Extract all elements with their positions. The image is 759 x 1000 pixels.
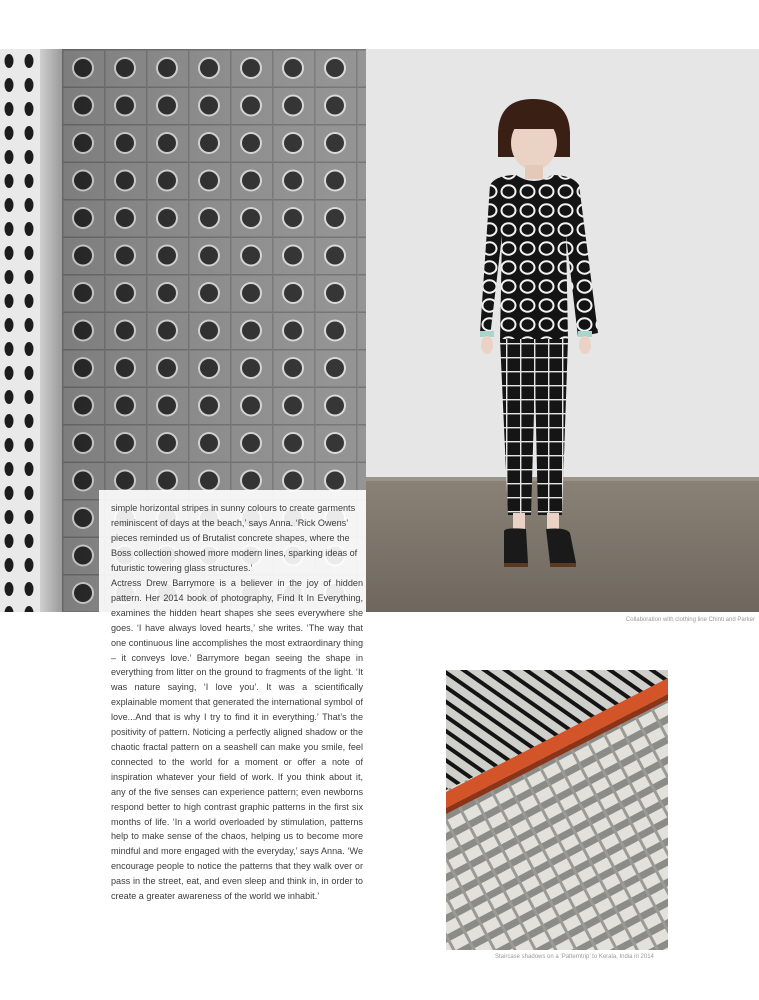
text-line: the five senses can experience pattern; even newborns bbox=[138, 786, 363, 797]
text-line: symbol of love...And that is why I try to find it in bbox=[111, 697, 364, 723]
staircase-photo bbox=[446, 670, 668, 950]
text-line: respond better to high contrast graphic patterns in bbox=[111, 801, 316, 812]
text-line: of futuristic towering glass structures.’ bbox=[111, 547, 358, 573]
text-line: from litter on the ground to fragments of the light. ‘It bbox=[155, 667, 364, 678]
text-line: hearts,’ she writes. ‘The way that one continuous line bbox=[111, 622, 364, 648]
text-line: on a seashell can make you smile, feel connected to bbox=[111, 741, 364, 767]
text-line: accomplishes the most extraordinary thing – it conveys bbox=[111, 637, 363, 663]
building-corner bbox=[40, 49, 62, 612]
text-line: whatever your field of work. If you think about it, any of bbox=[111, 771, 363, 797]
text-line: love.’ Barrymore began seeing the shape in everything bbox=[111, 652, 364, 678]
fashion-photo-caption: Collaboration with clothing line Chinti and Parker bbox=[625, 617, 755, 623]
text-line: the world for a moment or offer a note of inspiration bbox=[111, 756, 364, 782]
building-side-windows bbox=[0, 49, 40, 612]
text-line: It In Everything, examines the hidden heart shapes bbox=[111, 592, 364, 618]
text-line: create a greater awareness of the world we inhabit.’ bbox=[111, 891, 320, 902]
text-line: she sees everywhere she goes. ‘I have always loved bbox=[111, 607, 364, 633]
staircase-illustration bbox=[446, 670, 668, 950]
model-illustration bbox=[366, 49, 759, 612]
text-line: pieces reminded us of Brutalist concrete shapes, where the bbox=[111, 532, 350, 543]
text-line: the first six months of life. ‘In a world overloaded by bbox=[111, 801, 363, 827]
paragraph-continued bbox=[111, 501, 363, 576]
text-line: Boss collection showed more modern lines, sparking ideas bbox=[111, 547, 348, 558]
text-line: hidden pattern. Her 2014 book of photography, Find bbox=[111, 578, 364, 603]
text-line: simple horizontal stripes in sunny colours to create garments bbox=[111, 503, 356, 513]
text-line: the street, eat, and even sleep and think in, in order to bbox=[142, 876, 363, 887]
article-text bbox=[99, 490, 366, 960]
text-line: with the everyday,’ says Anna. ‘We encourage people bbox=[111, 846, 363, 872]
text-line: everything.’ That’s the positivity of pattern. Noticing a bbox=[111, 712, 364, 738]
text-line: Actress Drew Barrymore is a believer in the joy of bbox=[111, 578, 331, 588]
text-line: stimulation, patterns help to make sense of the chaos, bbox=[111, 816, 363, 842]
text-line: perfectly aligned shadow or the chaotic fractal pattern bbox=[111, 727, 363, 752]
text-line: explainable moment that generated the international bbox=[111, 697, 322, 708]
paragraph-barrymore bbox=[111, 576, 363, 904]
staircase-photo-caption: Staircase shadows on a ‘Patterntrip’ to Kerala, India in 2014 bbox=[495, 954, 654, 960]
text-line: to notice the patterns that they walk over or pass in bbox=[111, 861, 364, 887]
text-line: reminiscent of days at the beach,’ says Anna. ‘Rick Owens’ bbox=[111, 517, 348, 528]
text-line: was nature saying, ‘I love you’. It was a scientifically bbox=[111, 682, 363, 693]
fashion-photo bbox=[366, 49, 759, 612]
text-line: helping us to become more mindful and more engaged bbox=[111, 831, 363, 857]
